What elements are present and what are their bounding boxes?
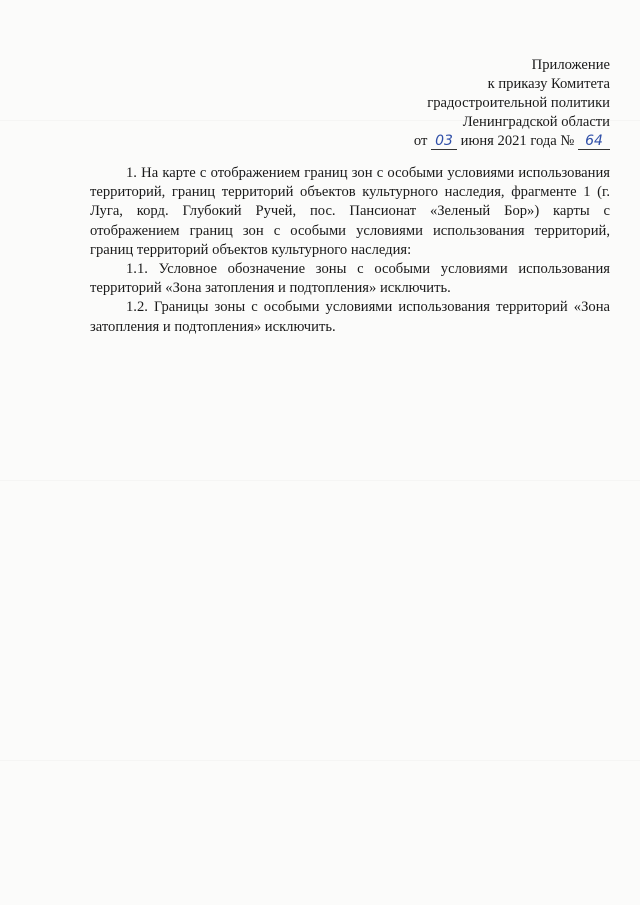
- handwritten-order-number: 64: [578, 133, 610, 150]
- header-committee: градостроительной политики: [427, 95, 610, 111]
- paragraph-1-1: 1.1. Условное обозначение зоны с особыми условиями использования территорий «Зона затопления и подтопления» исключить.: [90, 261, 610, 297]
- date-prefix: от: [413, 133, 428, 149]
- date-middle: июня 2021 года №: [460, 133, 575, 149]
- paragraph-1-2: 1.2. Границы зоны с особыми условиями использования территорий «Зона затопления и подтопления» исключить.: [90, 299, 610, 335]
- header-date-line: [350, 132, 610, 151]
- header-order-ref: к приказу Комитета: [487, 76, 610, 92]
- scan-artifact: [0, 760, 640, 761]
- handwritten-day: 03: [431, 133, 457, 150]
- appendix-header: [350, 56, 610, 151]
- header-appendix-title: Приложение: [531, 57, 610, 73]
- header-region: Ленинградской области: [462, 114, 610, 130]
- paragraph-1: 1. На карте с отображением границ зон с особыми условиями использования территорий, границ территорий объектов культурного наследия, фрагменте 1 (г. Луга, корд. Глубокий Ручей, пос. Пансионат «Зеленый Бор») карты с отображением границ зон с особыми условиями использования территорий, границ территорий объектов культурного наследия:: [90, 165, 610, 258]
- scan-artifact: [0, 480, 640, 481]
- document-body: [90, 164, 610, 337]
